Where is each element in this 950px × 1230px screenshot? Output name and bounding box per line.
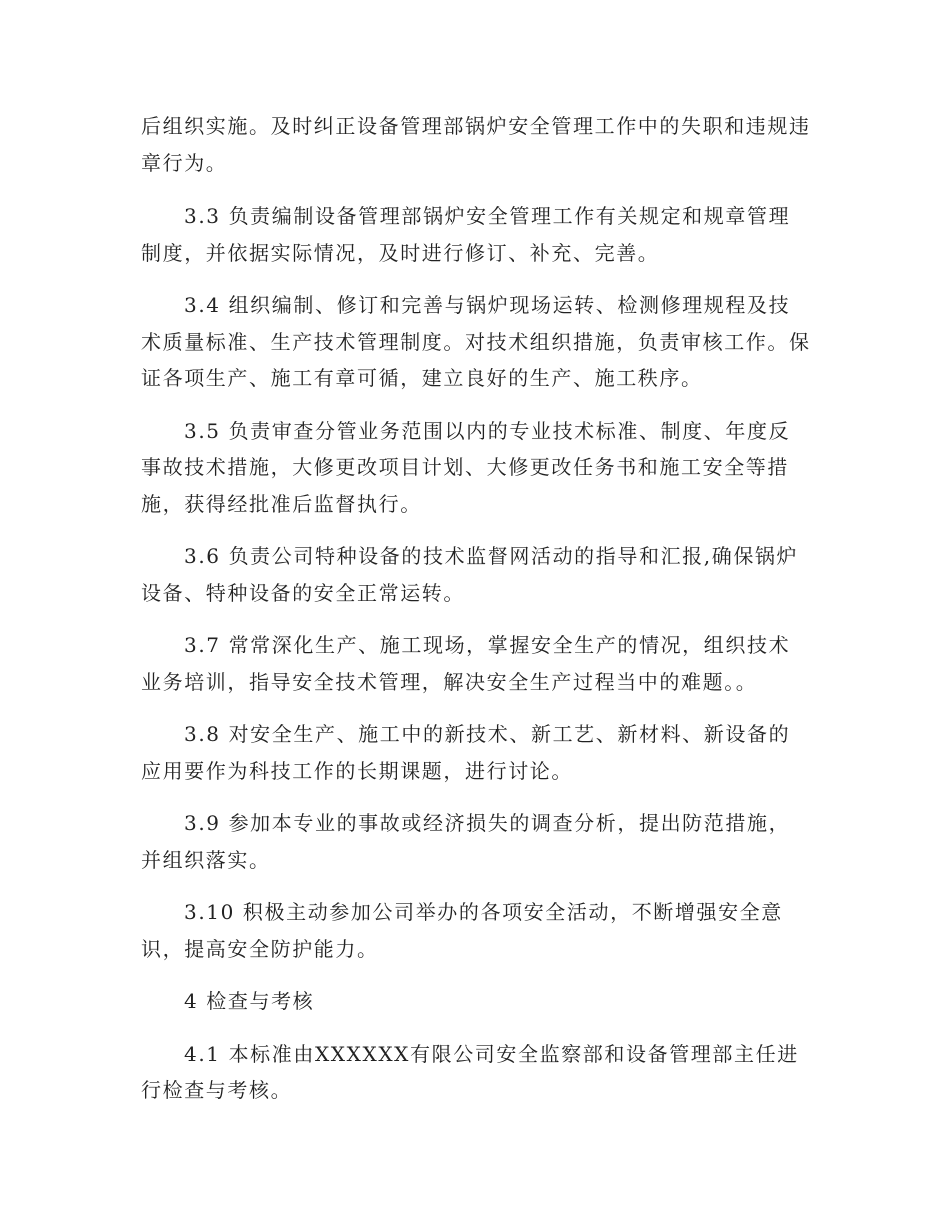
paragraph-3-4: 3.4 组织编制、修订和完善与锅炉现场运转、检测修理规程及技术质量标准、生产技术管理制度。对技术组织措施，负责审核工作。保证各项生产、施工有章可循，建立良好的生产、施工秩序。 <box>141 293 811 390</box>
document-body <box>141 108 811 1125</box>
paragraph-3-7: 3.7 常常深化生产、施工现场，掌握安全生产的情况，组织技术业务培训，指导安全技术管理，解决安全生产过程当中的难题。。 <box>141 633 791 694</box>
paragraph-3-8: 3.8 对安全生产、施工中的新技术、新工艺、新材料、新设备的应用要作为科技工作的长期课题，进行讨论。 <box>141 722 791 783</box>
paragraph-3-3: 3.3 负责编制设备管理部锅炉安全管理工作有关规定和规章管理制度，并依据实际情况，及时进行修订、补充、完善。 <box>141 204 791 265</box>
paragraph-3-6: 3.6 负责公司特种设备的技术监督网活动的指导和汇报,确保锅炉设备、特种设备的安全正常运转。 <box>141 544 799 605</box>
paragraph-4-1: 4.1 本标准由XXXXXX有限公司安全监察部和设备管理部主任进行检查与考核。 <box>141 1041 799 1102</box>
section-heading-4: 4 检查与考核 <box>184 989 315 1013</box>
paragraph-3-9: 3.9 参加本专业的事故或经济损失的调查分析，提出防范措施，并组织落实。 <box>141 811 791 872</box>
paragraph-3-10: 3.10 积极主动参加公司举办的各项安全活动，不断增强安全意识，提高安全防护能力。 <box>141 900 783 961</box>
paragraph-3-5: 3.5 负责审查分管业务范围以内的专业技术标准、制度、年度反事故技术措施，大修更改项目计划、大修更改任务书和施工安全等措施，获得经批准后监督执行。 <box>141 418 791 516</box>
paragraph-continuation: 后组织实施。及时纠正设备管理部锅炉安全管理工作中的失职和违规违章行为。 <box>141 114 811 175</box>
